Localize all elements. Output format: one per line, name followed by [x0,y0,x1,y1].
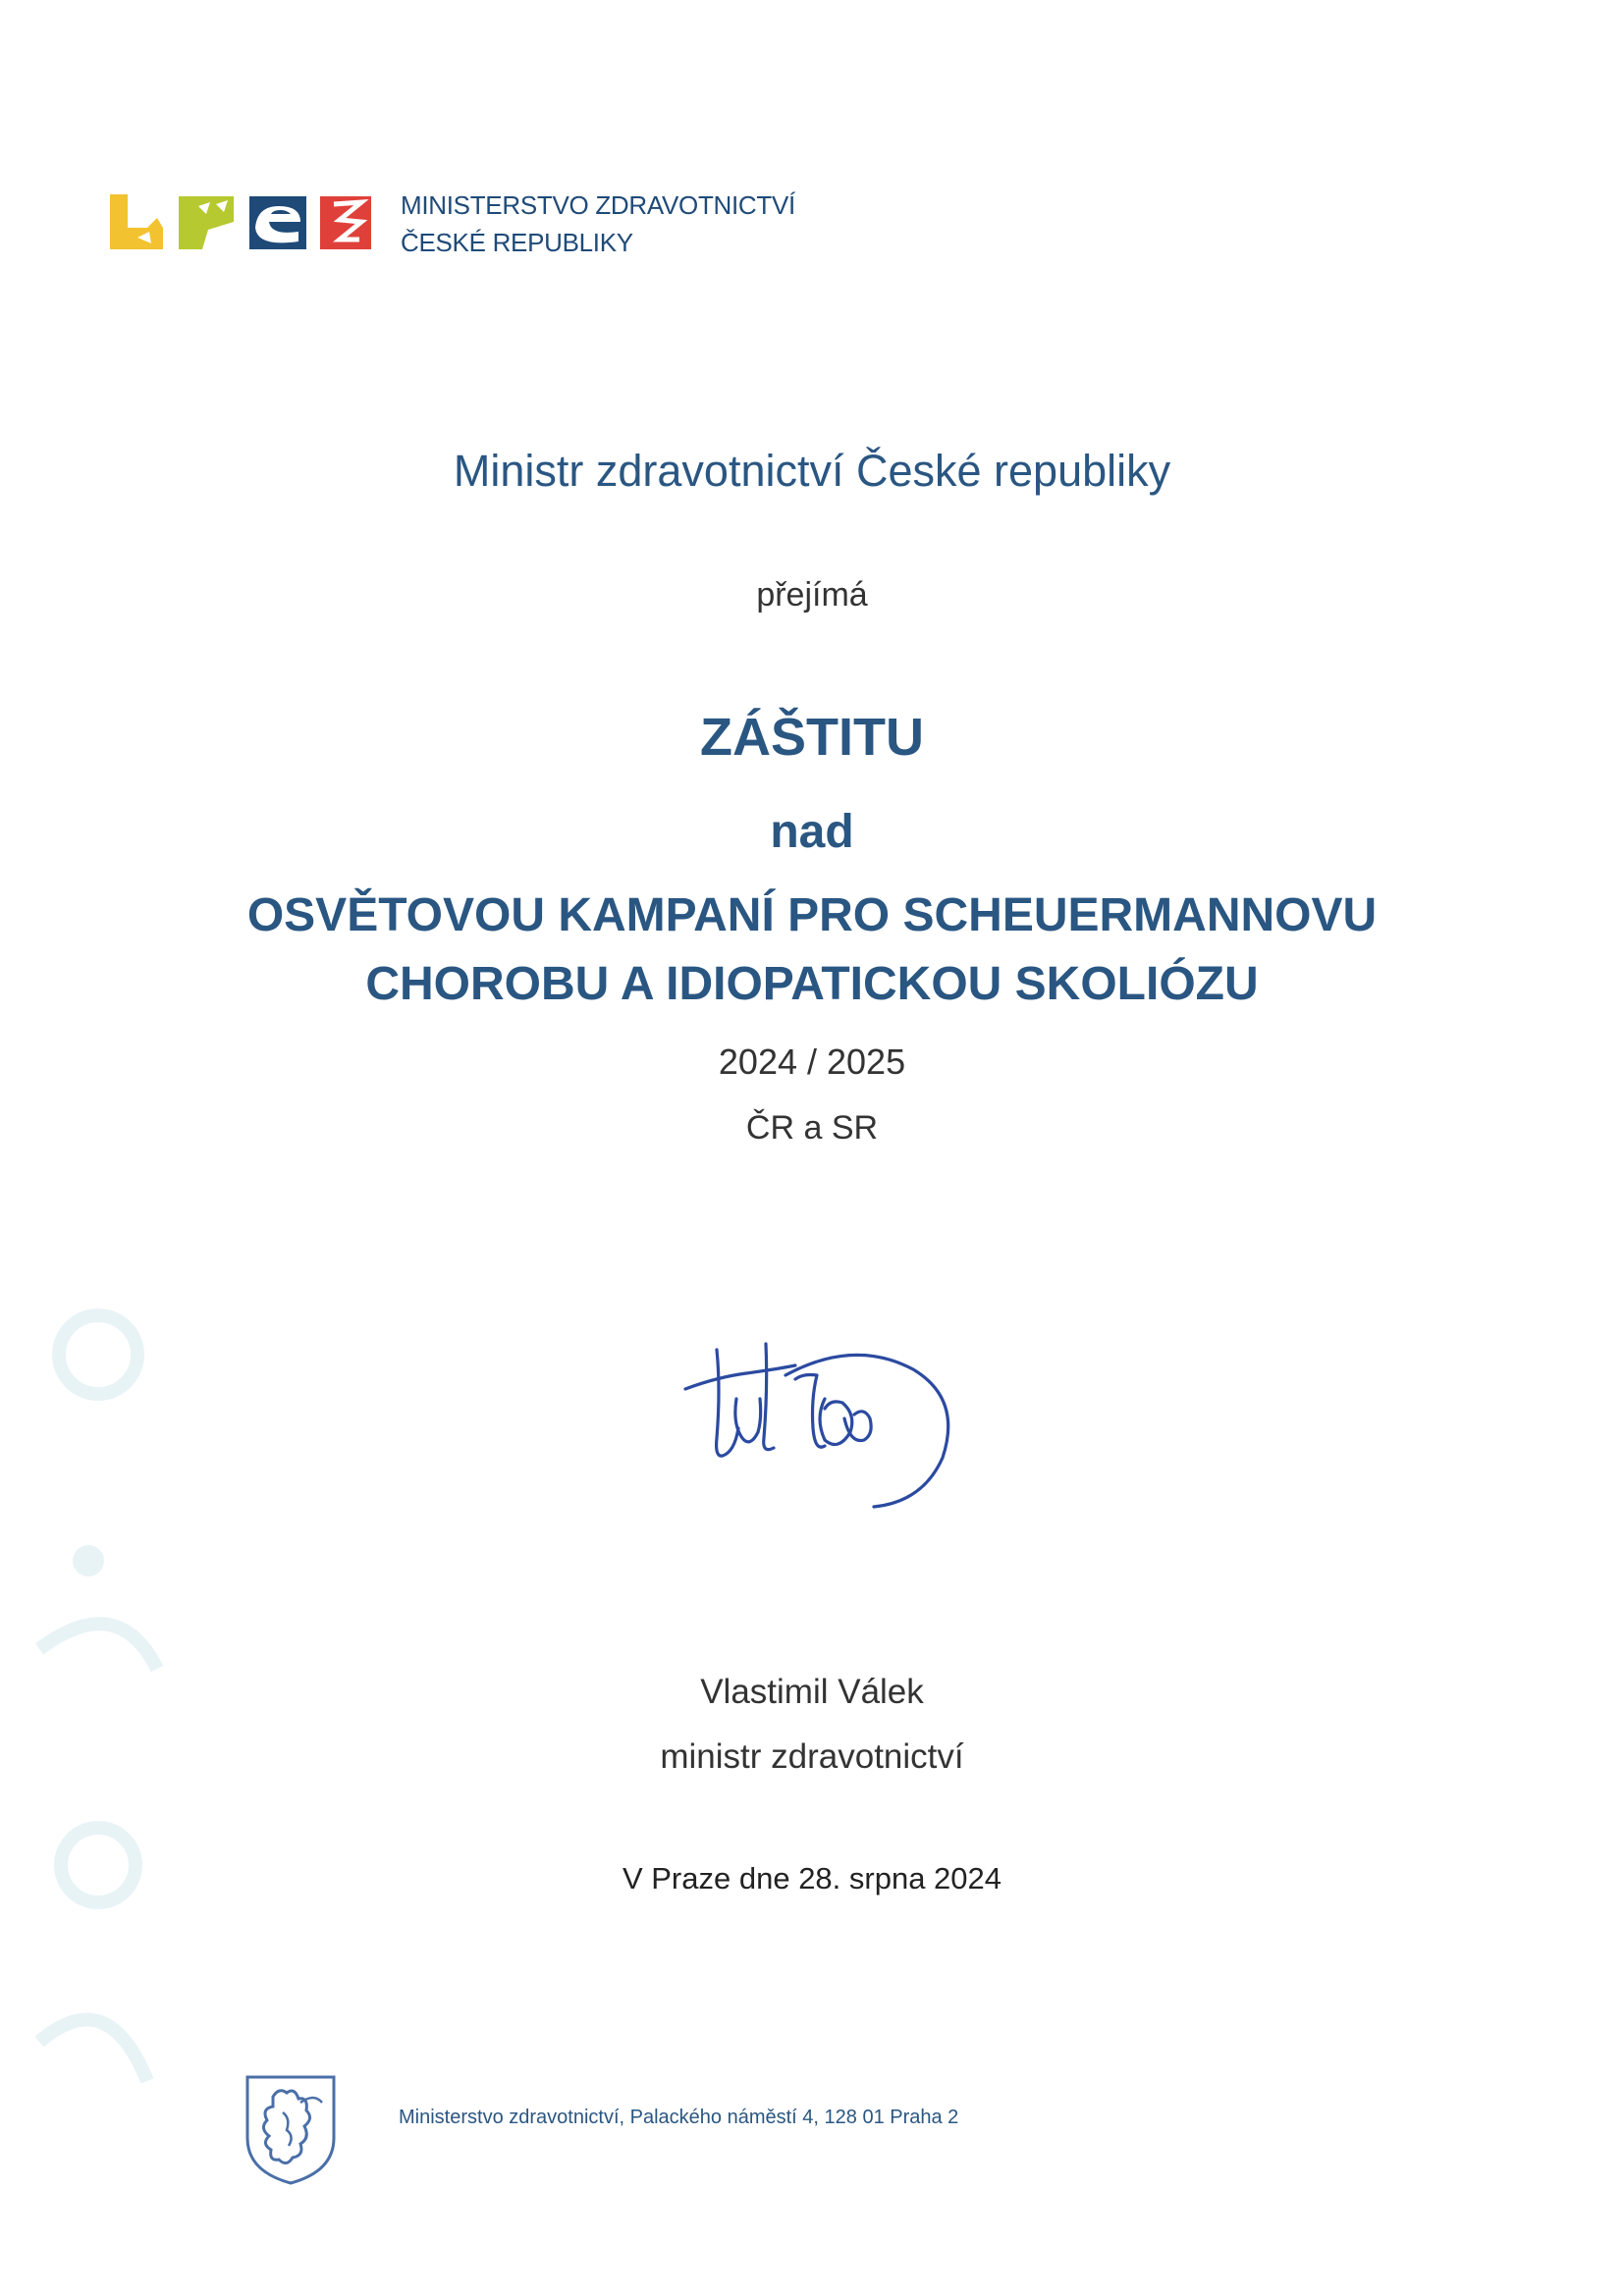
ministry-logo-icon [108,192,373,251]
accepts-text: přejímá [756,576,868,614]
czech-coat-of-arms-icon [244,2073,338,2187]
campaign-countries: ČR a SR [745,1109,879,1147]
minister-title: Ministr zdravotnictví České republiky [453,446,1171,496]
ministry-name-line2: ČESKÉ REPUBLIKY [401,228,633,257]
campaign-title-line1: OSVĚTOVOU KAMPANÍ PRO SCHEUERMANNOVU [246,889,1378,941]
footer-address: Ministerstvo zdravotnictví, Palackého náměstí 4, 128 01 Praha 2 [399,2107,959,2128]
campaign-years: 2024 / 2025 [718,1041,906,1082]
campaign-title-line2: CHOROBU A IDIOPATICKOU SKOLIÓZU [365,958,1259,1010]
place-and-date: V Praze dne 28. srpna 2024 [622,1861,1002,1896]
campaign-title [0,881,1624,1019]
signer-name: Vlastimil Válek [700,1673,924,1711]
over-text: nad [770,806,854,858]
ministry-name [401,187,795,261]
patronage-heading: ZÁŠTITU [700,708,924,767]
ministry-name-line1: MINISTERSTVO ZDRAVOTNICTVÍ [401,190,795,220]
signer-role: ministr zdravotnictví [660,1737,964,1776]
handwritten-signature [677,1330,962,1526]
